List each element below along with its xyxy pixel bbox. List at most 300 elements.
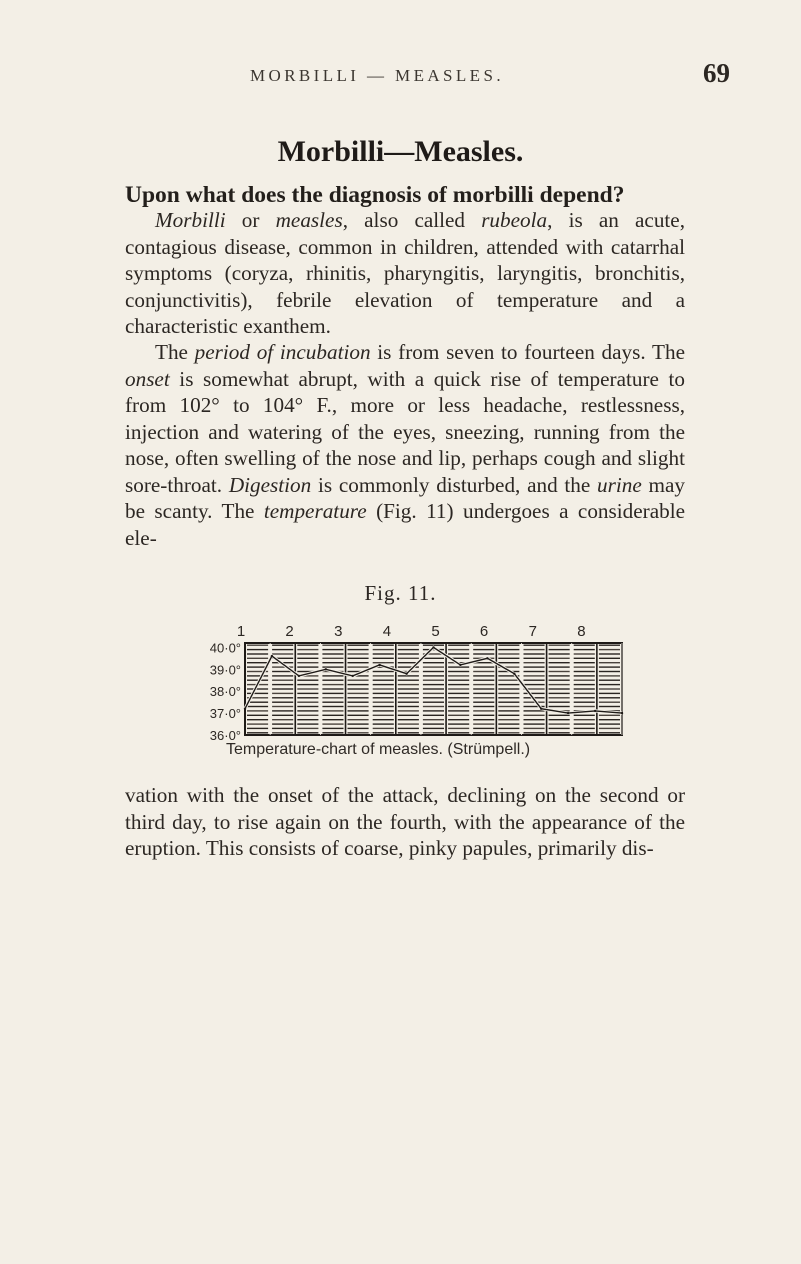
chart-y-tick-label: 36·0° [209, 728, 241, 743]
chart-cell [599, 680, 620, 681]
chart-cell [524, 732, 545, 733]
chart-cell [599, 702, 620, 703]
chart-cell [398, 732, 419, 733]
chart-cell [574, 728, 595, 729]
chart-grid-cells [247, 645, 620, 734]
chart-cell [297, 710, 318, 711]
chart-cell [574, 645, 595, 646]
chart-cell [599, 653, 620, 654]
chart-cell [448, 732, 469, 733]
chart-cell [322, 688, 343, 689]
chart-cell [574, 649, 595, 650]
chart-y-tick-label: 37·0° [209, 706, 241, 722]
chart-cell [574, 715, 595, 716]
chart-cell [272, 675, 293, 676]
chart-cell [448, 723, 469, 724]
chart-cell [448, 653, 469, 654]
chart-cell [348, 715, 369, 716]
chart-cell [297, 732, 318, 733]
chart-cell [549, 675, 570, 676]
chart-cell [247, 728, 268, 729]
chart-cell [297, 715, 318, 716]
chart-cell [524, 649, 545, 650]
chart-cell [524, 728, 545, 729]
chart-cell [473, 706, 494, 707]
chart-point [244, 708, 246, 710]
chart-cell [398, 723, 419, 724]
chart-x-ticks [237, 623, 586, 640]
chart-cell [297, 653, 318, 654]
chart-cell [549, 719, 570, 720]
chart-cell [574, 732, 595, 733]
chart-cell [448, 710, 469, 711]
chart-cell [448, 666, 469, 667]
chart-cell [247, 649, 268, 650]
chart-cell [473, 675, 494, 676]
chart-cell [574, 702, 595, 703]
chart-cell [373, 649, 394, 650]
chart-cell [398, 719, 419, 720]
chart-point [378, 664, 380, 666]
chart-cell [599, 658, 620, 659]
chart-cell [448, 719, 469, 720]
chart-cell [549, 706, 570, 707]
chart-x-tick-label: 4 [382, 623, 392, 640]
chart-cell [423, 697, 444, 698]
chart-cell [348, 702, 369, 703]
chart-cell [348, 719, 369, 720]
chart-cell [574, 719, 595, 720]
chart-cell [549, 693, 570, 694]
chart-cell [574, 688, 595, 689]
chart-cell [373, 675, 394, 676]
chart-cell [297, 719, 318, 720]
chart-cell [322, 653, 343, 654]
chart-point [352, 675, 354, 677]
chart-cell [348, 662, 369, 663]
chart-point [513, 673, 515, 675]
chart-cell [398, 645, 419, 646]
chart-cell [524, 715, 545, 716]
chart-cell [599, 666, 620, 667]
chart-cell [272, 702, 293, 703]
paragraph-1-text-2: , also called [342, 208, 482, 232]
chart-cell [348, 693, 369, 694]
chart-y-tick-label: 38·0° [209, 684, 241, 700]
chart-cell [272, 680, 293, 681]
chart-point [621, 712, 623, 714]
paragraph-2-text-1: The [155, 340, 195, 364]
chart-cell [423, 671, 444, 672]
chart-cell [549, 684, 570, 685]
chart-cell [322, 702, 343, 703]
chart-cell [549, 723, 570, 724]
chart-cell [448, 684, 469, 685]
chart-cell [599, 671, 620, 672]
chart-cell [373, 702, 394, 703]
chart-cell [322, 719, 343, 720]
chart-cell [297, 702, 318, 703]
chart-cell [423, 658, 444, 659]
paragraph-2-text-2: is from seven to fourteen days. The [370, 340, 685, 364]
chart-cell [524, 653, 545, 654]
chart-cell [498, 728, 519, 729]
chart-cell [322, 697, 343, 698]
chart-cell [272, 723, 293, 724]
chart-cell [398, 680, 419, 681]
chart-cell [574, 671, 595, 672]
chart-cell [348, 684, 369, 685]
chart-cell [574, 706, 595, 707]
chart-cell [373, 732, 394, 733]
chart-cell [272, 710, 293, 711]
chart-cell [247, 693, 268, 694]
chart-cell [423, 693, 444, 694]
chart-cell [322, 645, 343, 646]
chart-cell [297, 666, 318, 667]
chart-cell [272, 649, 293, 650]
paragraph-2-text-5: may be scanty. The [125, 472, 685, 523]
chart-cell [373, 645, 394, 646]
chart-cell [398, 658, 419, 659]
chart-cell [348, 680, 369, 681]
chart-cell [423, 710, 444, 711]
chart-cell [524, 710, 545, 711]
chart-cell [574, 693, 595, 694]
chart-cell [297, 688, 318, 689]
chart-cell [272, 715, 293, 716]
chart-cell [574, 675, 595, 676]
chart-cell [398, 715, 419, 716]
chart-cell [398, 649, 419, 650]
chart-cell [473, 728, 494, 729]
chart-cell [348, 723, 369, 724]
term-rubeola: rubeola [481, 208, 548, 232]
chart-cell [297, 697, 318, 698]
chart-cell [373, 697, 394, 698]
chart-cell [473, 680, 494, 681]
chart-cell [473, 688, 494, 689]
chart-cell [423, 715, 444, 716]
paragraph-1-text-1: or [225, 208, 276, 232]
chart-y-tick-label: 39·0° [209, 662, 241, 678]
chart-cell [373, 693, 394, 694]
chart-cell [574, 697, 595, 698]
chart-cell [549, 645, 570, 646]
chart-cell [574, 680, 595, 681]
chart-cell [247, 715, 268, 716]
chart-cell [498, 706, 519, 707]
chart-cell [549, 702, 570, 703]
chart-cell [524, 671, 545, 672]
chart-cell [247, 675, 268, 676]
chart-cell [574, 653, 595, 654]
chart-cell [272, 728, 293, 729]
chart-cell [498, 680, 519, 681]
chart-cell [498, 688, 519, 689]
chart-cell [373, 719, 394, 720]
chart-point [325, 668, 327, 670]
chart-cell [599, 688, 620, 689]
chart-cell [348, 710, 369, 711]
chart-cell [524, 719, 545, 720]
chart-cell [448, 688, 469, 689]
chart-cell [549, 658, 570, 659]
chart-cell [322, 649, 343, 650]
chart-x-tick-label: 2 [285, 623, 294, 640]
chart-cell [574, 723, 595, 724]
chart-point [432, 646, 434, 648]
figure-caption: Temperature-chart of measles. (Strümpell.) [226, 741, 531, 758]
chart-cell [322, 662, 343, 663]
chart-cell [348, 688, 369, 689]
chart-cell [524, 666, 545, 667]
chart-cell [599, 706, 620, 707]
chart-cell [524, 658, 545, 659]
chart-cell [448, 702, 469, 703]
chart-cell [423, 723, 444, 724]
chart-cell [297, 658, 318, 659]
chart-cell [473, 684, 494, 685]
chart-cell [272, 697, 293, 698]
chart-cell [599, 715, 620, 716]
chart-cell [448, 680, 469, 681]
chart-cell [549, 680, 570, 681]
chart-y-tick-label: 40·0° [209, 640, 241, 656]
chart-cell [398, 675, 419, 676]
chart-cell [247, 719, 268, 720]
chart-y-ticks [210, 640, 241, 743]
chart-cell [473, 702, 494, 703]
chart-cell [599, 697, 620, 698]
chart-cell [297, 723, 318, 724]
chart-cell [498, 702, 519, 703]
chart-cell [297, 728, 318, 729]
chart-cell [423, 706, 444, 707]
chart-cell [322, 732, 343, 733]
chart-cell [348, 649, 369, 650]
chart-cell [473, 723, 494, 724]
chart-cell [348, 697, 369, 698]
chart-cell [373, 671, 394, 672]
chart-cell [423, 702, 444, 703]
chart-cell [272, 684, 293, 685]
chart-cell [247, 723, 268, 724]
chart-cell [473, 671, 494, 672]
chart-cell [348, 653, 369, 654]
chart-cell [247, 653, 268, 654]
chart-cell [423, 680, 444, 681]
paragraph-3: vation with the onset of the attack, declining on the second or third day, to rise again on the fourth, with the appearance of the eruption. This consists of coarse, pinky papules, primarily dis- [125, 783, 685, 860]
paragraph-2-text-3: is somewhat abrupt, with a quick rise of temperature to from 102° to 104° F., more or less headache, restlessness, injection and watering of the eyes, sneezing, running from the nose, often swelling of the nose and lip, perhaps cough and slight sore-throat. [125, 366, 685, 497]
chart-cell [423, 688, 444, 689]
chart-cell [549, 715, 570, 716]
chart-cell [473, 715, 494, 716]
chart-cell [473, 653, 494, 654]
chart-cell [297, 680, 318, 681]
chart-cell [297, 649, 318, 650]
chart-point [459, 664, 461, 666]
chart-cell [473, 649, 494, 650]
chart-cell [599, 662, 620, 663]
chart-cell [322, 693, 343, 694]
chart-cell [599, 728, 620, 729]
chart-cell [498, 715, 519, 716]
chart-cell [549, 649, 570, 650]
chart-cell [322, 666, 343, 667]
chart-cell [373, 658, 394, 659]
chart-cell [524, 693, 545, 694]
chart-cell [423, 719, 444, 720]
chart-cell [448, 715, 469, 716]
chart-cell [322, 675, 343, 676]
chart-cell [498, 732, 519, 733]
chart-cell [322, 706, 343, 707]
chart-cell [398, 706, 419, 707]
chart-cell [498, 645, 519, 646]
term-digestion: Digestion [228, 472, 312, 497]
chart-cell [448, 697, 469, 698]
running-head-title: MORBILLI — MEASLES. [250, 66, 504, 85]
chart-cell [297, 693, 318, 694]
chart-cell [473, 645, 494, 646]
chart-cell [373, 723, 394, 724]
chart-cell [448, 706, 469, 707]
chart-cell [549, 697, 570, 698]
chart-point [486, 657, 488, 659]
chart-cell [348, 645, 369, 646]
chart-cell [272, 732, 293, 733]
chart-cell [448, 671, 469, 672]
chart-cell [549, 666, 570, 667]
page-number: 69 [703, 58, 730, 88]
chart-cell [272, 653, 293, 654]
chart-cell [272, 688, 293, 689]
chart-cell [498, 719, 519, 720]
chart-cell [448, 693, 469, 694]
chart-x-tick-label: 7 [528, 623, 537, 640]
chart-x-tick-label: 1 [236, 623, 246, 640]
chart-cell [373, 662, 394, 663]
chart-cell [549, 728, 570, 729]
chart-cell [423, 732, 444, 733]
chart-x-tick-label: 3 [334, 623, 343, 640]
term-urine: urine [597, 472, 642, 497]
chart-cell [247, 645, 268, 646]
chart-point [271, 655, 273, 657]
chart-cell [498, 658, 519, 659]
chart-cell [574, 662, 595, 663]
chart-cell [498, 653, 519, 654]
chart-cell [599, 684, 620, 685]
chart-cell [398, 688, 419, 689]
chart-cell [322, 684, 343, 685]
chart-cell [448, 645, 469, 646]
chart-cell [247, 662, 268, 663]
chart-x-tick-label: 6 [479, 623, 489, 640]
chart-cell [423, 675, 444, 676]
chart-cell [574, 658, 595, 659]
chart-cell [473, 697, 494, 698]
chart-cell [297, 706, 318, 707]
chart-cell [373, 710, 394, 711]
chart-cell [549, 662, 570, 663]
chart-cell [297, 662, 318, 663]
chart-point [405, 673, 407, 675]
chart-cell [272, 645, 293, 646]
chart-cell [498, 710, 519, 711]
chart-cell [599, 675, 620, 676]
chart-cell [247, 732, 268, 733]
chart-cell [322, 658, 343, 659]
term-period-of-incubation: period of incubation [194, 340, 371, 364]
figure-label: Fig. 11. [364, 581, 437, 605]
chart-cell [549, 671, 570, 672]
chart-cell [423, 728, 444, 729]
chart-cell [247, 658, 268, 659]
chart-cell [549, 653, 570, 654]
chart-cell [599, 719, 620, 720]
chart-point [540, 708, 542, 710]
chart-cell [574, 684, 595, 685]
chart-cell [473, 693, 494, 694]
chart-cell [498, 649, 519, 650]
chart-cell [272, 706, 293, 707]
chart-cell [448, 728, 469, 729]
chart-cell [398, 693, 419, 694]
chart-cell [549, 688, 570, 689]
chapter-title: Morbilli—Measles. [277, 135, 524, 168]
chart-cell [398, 728, 419, 729]
chart-cell [473, 732, 494, 733]
chart-cell [322, 710, 343, 711]
chart-cell [348, 732, 369, 733]
chart-cell [297, 684, 318, 685]
chart-cell [272, 719, 293, 720]
chart-cell [398, 684, 419, 685]
chart-cell [549, 732, 570, 733]
chart-cell [348, 706, 369, 707]
chart-cell [498, 684, 519, 685]
chart-cell [599, 732, 620, 733]
chart-cell [322, 680, 343, 681]
chart-cell [348, 666, 369, 667]
chart-cell [322, 728, 343, 729]
chart-cell [247, 688, 268, 689]
chart-cell [322, 723, 343, 724]
chart-cell [473, 719, 494, 720]
chart-cell [373, 653, 394, 654]
chart-point [594, 710, 596, 712]
term-morbilli: Morbilli [155, 208, 226, 232]
chart-cell [524, 680, 545, 681]
chart-x-tick-label: 5 [431, 623, 440, 640]
chart-cell [398, 710, 419, 711]
chart-cell [297, 645, 318, 646]
chart-cell [599, 693, 620, 694]
section-question: Upon what does the diagnosis of morbilli depend? [125, 182, 625, 208]
chart-cell [322, 715, 343, 716]
chart-cell [498, 697, 519, 698]
term-measles: measles [275, 208, 343, 232]
chart-cell [574, 666, 595, 667]
chart-cell [373, 680, 394, 681]
chart-cell [524, 723, 545, 724]
chart-point [567, 712, 569, 714]
chart-cell [599, 645, 620, 646]
paragraph-2-text-6: (Fig. 11) undergoes a considerable ele- [125, 499, 685, 550]
chart-point [298, 675, 300, 677]
